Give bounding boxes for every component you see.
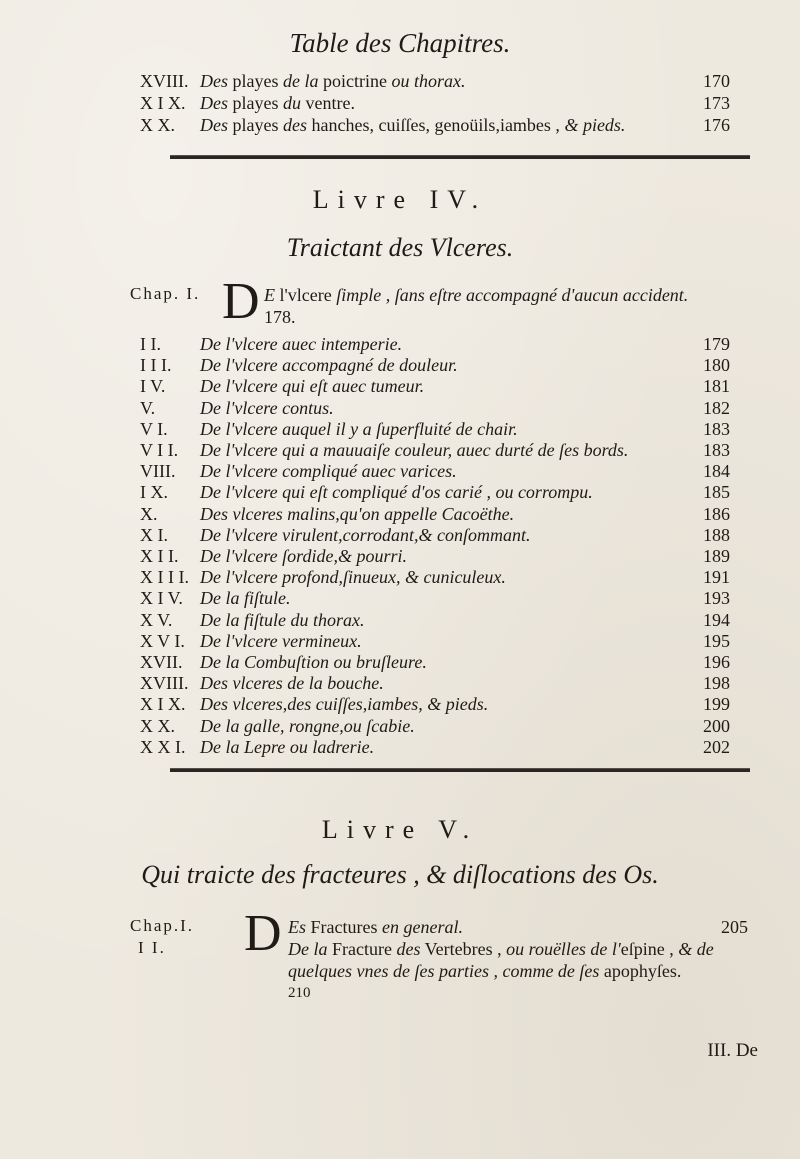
chapter-number: X X. xyxy=(140,115,175,135)
section-rule xyxy=(170,768,750,772)
toc-entry xyxy=(140,439,730,461)
chapter-title: Des vlceres de la bouche. xyxy=(200,673,384,694)
chapter-number: X I V. xyxy=(140,588,183,609)
page-number: 196 xyxy=(703,652,730,672)
chapter-title: De l'vlcere auquel il y a ſuperfluité de chair. xyxy=(200,418,518,439)
toc-entry xyxy=(140,503,730,525)
page-number: 205 xyxy=(721,917,748,937)
page-number: 202 xyxy=(703,736,730,757)
drop-cap: D xyxy=(244,905,282,962)
toc-entry xyxy=(140,354,730,376)
toc-entry xyxy=(140,672,730,694)
chapter-line: quelques vnes de ſes parties , comme de ſes apophyſes. xyxy=(288,961,682,981)
page-number: 193 xyxy=(703,588,730,609)
toc-entry xyxy=(140,460,730,482)
toc-entry xyxy=(140,566,730,588)
chapter-number: X V. xyxy=(140,609,173,630)
chapter-title: De l'vlcere compliqué auec varices. xyxy=(200,461,457,482)
page-number: 182 xyxy=(703,397,730,418)
toc-entry: X X. Des playes des hanches, cuiſſes, genoüils,iambes , & pieds. 176 xyxy=(140,115,730,135)
chapter-number: V I. xyxy=(140,418,168,439)
book-heading: Livre IV. xyxy=(312,185,488,214)
chapter-title: De la fiſtule du thorax. xyxy=(200,609,365,630)
chapter-title: De l'vlcere vermineux. xyxy=(200,630,362,651)
chapter-title: De l'vlcere qui a mauuaiſe couleur, auec durté de ſes bords. xyxy=(200,440,629,460)
chapter-number: XVIII. xyxy=(140,673,189,694)
page-number: 181 xyxy=(703,376,730,397)
chapter-one-line: E l'vlcere ſimple , ſans eſtre accompagné d'aucun accident. xyxy=(264,285,689,305)
book-heading: Livre V. xyxy=(321,815,479,844)
chapter-number: X I I I. xyxy=(140,567,189,588)
chapter-number: X I X. xyxy=(140,694,186,715)
page-number: 179 xyxy=(703,334,730,354)
toc-entry xyxy=(140,587,730,609)
chapter-title: De l'vlcere contus. xyxy=(200,397,334,418)
toc-entry: X I X. Des playes du ventre. 173 xyxy=(140,93,730,113)
chapter-number: X X. xyxy=(140,715,175,736)
chapter-number: X I I. xyxy=(140,546,179,566)
toc-entry xyxy=(140,651,730,673)
chapter-title: De la Combuſtion ou bruſleure. xyxy=(200,652,427,672)
chapter-label: Chap. I. xyxy=(130,284,201,303)
toc-entry xyxy=(140,693,730,715)
toc-entry xyxy=(140,481,730,503)
chapter-number: I I I. xyxy=(140,355,172,376)
chapter-number: V. xyxy=(140,397,156,418)
book-subtitle: Qui traicte des fracteures , & diſlocations des Os. xyxy=(141,860,659,889)
toc-entry xyxy=(140,609,730,631)
chapter-line: Es Fractures en general. 205 xyxy=(288,917,748,937)
chapter-title: De l'vlcere accompagné de douleur. xyxy=(200,355,458,376)
chapter-title: Des vlceres malins,qu'on appelle Cacoëthe. xyxy=(200,503,515,524)
toc-entry xyxy=(140,375,730,397)
chapter-title: De l'vlcere profond,ſinueux, & cuniculeux. xyxy=(200,567,506,588)
chapter-number: XVII. xyxy=(140,652,183,672)
chapter-line: De la Fracture des Vertebres , ou rouëlles de l'eſpine , & de xyxy=(288,939,714,959)
page-number: 183 xyxy=(703,418,730,439)
page-number: 184 xyxy=(703,461,730,482)
toc-entry xyxy=(140,545,730,567)
chapter-title: De l'vlcere qui eſt compliqué d'os carié , ou corrompu. xyxy=(200,482,593,503)
chapter-title: De la fiſtule. xyxy=(200,588,291,609)
chapter-title: Des vlceres,des cuiſſes,iambes, & pieds. xyxy=(200,694,489,715)
chapter-label: I I. xyxy=(138,938,166,957)
toc-entry: XVIII. Des playes de la poictrine ou thorax. 170 xyxy=(140,71,730,91)
page-number: 195 xyxy=(703,630,730,651)
toc-entry xyxy=(140,715,730,737)
chapter-title: De la Lepre ou ladrerie. xyxy=(200,736,375,757)
page-number: 199 xyxy=(703,694,730,715)
chapter-number: I X. xyxy=(140,482,168,503)
page-number: 194 xyxy=(703,609,730,630)
section-rule xyxy=(170,155,750,159)
toc-entry xyxy=(140,418,730,440)
chapter-number: I I. xyxy=(140,334,161,354)
toc-entry xyxy=(140,736,730,758)
toc-entry xyxy=(140,397,730,419)
page-number: 210 xyxy=(288,985,311,1001)
chapter-title: De la galle, rongne,ou ſcabie. xyxy=(200,715,415,736)
page-number: 178. xyxy=(264,307,296,327)
chapter-number: VIII. xyxy=(140,461,176,482)
chapter-title: De l'vlcere qui eſt auec tumeur. xyxy=(200,376,425,397)
page-number: 170 xyxy=(703,71,730,91)
page-number: 180 xyxy=(703,355,730,376)
page-number: 189 xyxy=(703,546,730,566)
chapter-title: De l'vlcere virulent,corrodant,& conſommant. xyxy=(200,524,531,545)
chapter-title: De l'vlcere ſordide,& pourri. xyxy=(200,546,407,566)
page-number: 173 xyxy=(703,93,730,113)
catchword: III. De xyxy=(707,1040,758,1061)
page-number: 200 xyxy=(703,715,730,736)
book-subtitle: Traictant des Vlceres. xyxy=(286,233,514,262)
chapter-title: De l'vlcere auec intemperie. xyxy=(200,334,403,354)
chapter-number: X X I. xyxy=(140,736,186,757)
page-number: 183 xyxy=(703,440,730,460)
page-number: 185 xyxy=(703,482,730,503)
toc-entry xyxy=(140,333,730,355)
running-title: Table des Chapitres. xyxy=(289,28,511,58)
toc-entry xyxy=(140,630,730,652)
page-number: 186 xyxy=(703,503,730,524)
page-number: 176 xyxy=(703,115,730,135)
chapter-number: V I I. xyxy=(140,440,179,460)
drop-cap: D xyxy=(222,273,260,330)
toc-entry xyxy=(140,524,730,546)
chapter-number: X. xyxy=(140,503,158,524)
page-number: 198 xyxy=(703,673,730,694)
page-number: 191 xyxy=(703,567,730,588)
chapter-number: X I X. xyxy=(140,93,186,113)
chapter-number: XVIII. xyxy=(140,71,189,91)
chapter-number: I V. xyxy=(140,376,166,397)
chapter-label: Chap.I. xyxy=(130,916,195,935)
page-number: 188 xyxy=(703,524,730,545)
chapter-number: X I. xyxy=(140,524,168,545)
chapter-number: X V I. xyxy=(140,630,185,651)
